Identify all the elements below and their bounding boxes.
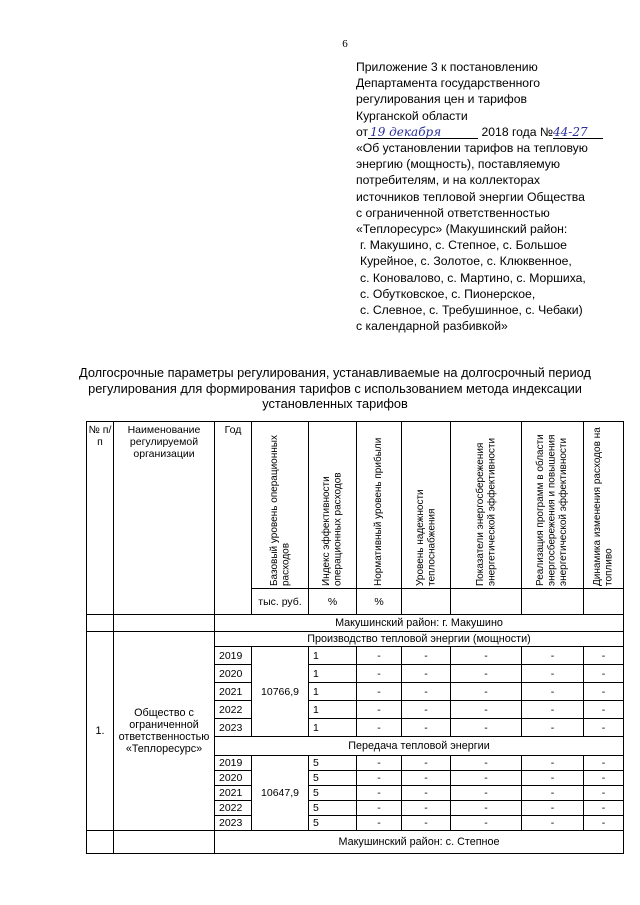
- subject-line: энергию (мощность), поставляемую: [356, 157, 561, 172]
- year-text: 2018 года №: [481, 124, 554, 139]
- subject-line: потребителям, и на коллекторах: [356, 173, 540, 188]
- index-cell: 5: [309, 771, 357, 786]
- date-line: [356, 124, 621, 140]
- base-value: 10647,9: [252, 756, 309, 831]
- section-row: [87, 632, 624, 647]
- subject-line: с календарной разбивкой»: [356, 319, 508, 334]
- profit-cell: -: [357, 816, 402, 831]
- subject-line: с. Слевное, с. Требушинное, с. Чебаки): [360, 303, 583, 318]
- district-title: Макушинский район: г. Макушино: [215, 615, 624, 632]
- profit-cell: -: [357, 683, 402, 701]
- energy-cell: -: [451, 719, 522, 737]
- unit-profit: %: [357, 589, 402, 615]
- header-fuel: Динамика изменения расходов на топливо: [592, 427, 615, 586]
- profit-cell: -: [357, 647, 402, 665]
- header-org: Наименование регулируемой организации: [114, 422, 215, 615]
- header-num: № п/п: [87, 422, 114, 615]
- energy-cell: -: [451, 683, 522, 701]
- programs-cell: -: [522, 701, 584, 719]
- reliability-cell: -: [402, 683, 451, 701]
- header-year: Год: [215, 422, 252, 615]
- handwritten-date: 19 декабря: [368, 126, 478, 139]
- year-cell: 2023: [215, 719, 252, 737]
- year-cell: 2022: [215, 701, 252, 719]
- reliability-cell: -: [402, 771, 451, 786]
- appendix-line: Департамента государственного: [356, 76, 541, 91]
- header-programs: Реализация программ в области энергосбережения и повышения энергетической эффективности: [535, 434, 570, 586]
- energy-cell: -: [451, 665, 522, 683]
- reliability-cell: -: [402, 801, 451, 816]
- fuel-cell: -: [584, 665, 624, 683]
- document-title: Долгосрочные параметры регулирования, устанавливаемые на долгосрочный период регулирования для формирования тарифов с использованием метода индексации установленных тарифов: [79, 365, 591, 411]
- header-reliability: Уровень надежности теплоснабжения: [414, 489, 437, 586]
- date-prefix: от: [356, 124, 369, 139]
- fuel-cell: -: [584, 816, 624, 831]
- index-cell: 1: [309, 683, 357, 701]
- reliability-cell: -: [402, 719, 451, 737]
- organization-name: Общество с ограниченной ответственностью «Теплоресурс»: [114, 632, 215, 831]
- district-row: [87, 831, 624, 854]
- index-cell: 5: [309, 816, 357, 831]
- index-cell: 1: [309, 701, 357, 719]
- district-row: [87, 615, 624, 632]
- energy-cell: -: [451, 801, 522, 816]
- profit-cell: -: [357, 771, 402, 786]
- header-row: [87, 422, 624, 589]
- programs-cell: -: [522, 719, 584, 737]
- year-cell: 2021: [215, 786, 252, 801]
- year-cell: 2023: [215, 816, 252, 831]
- reliability-cell: -: [402, 816, 451, 831]
- programs-cell: -: [522, 665, 584, 683]
- year-cell: 2022: [215, 801, 252, 816]
- section-title: Передача тепловой энергии: [215, 737, 624, 756]
- index-cell: 5: [309, 756, 357, 771]
- index-cell: 5: [309, 786, 357, 801]
- profit-cell: -: [357, 786, 402, 801]
- reliability-cell: -: [402, 665, 451, 683]
- year-cell: 2020: [215, 771, 252, 786]
- parameters-table: [86, 421, 624, 854]
- subject-line: «Об установлении тарифов на тепловую: [356, 141, 588, 156]
- energy-cell: -: [451, 816, 522, 831]
- unit-base: тыс. руб.: [252, 589, 309, 615]
- fuel-cell: -: [584, 683, 624, 701]
- appendix-line: Приложение 3 к постановлению: [356, 60, 538, 74]
- header-profit: Нормативный уровень прибыли: [373, 437, 385, 586]
- subject-line: с. Коновалово, с. Мартино, с. Моршиха,: [360, 270, 586, 285]
- programs-cell: -: [522, 816, 584, 831]
- energy-cell: -: [451, 647, 522, 665]
- reliability-cell: -: [402, 647, 451, 665]
- unit-index: %: [309, 589, 357, 615]
- subject-line: Курейное, с. Золотое, с. Клюквенное,: [360, 254, 572, 269]
- programs-cell: -: [522, 647, 584, 665]
- profit-cell: -: [357, 701, 402, 719]
- programs-cell: -: [522, 786, 584, 801]
- subject-line: с ограниченной ответственностью: [356, 205, 550, 220]
- index-cell: 5: [309, 801, 357, 816]
- fuel-cell: -: [584, 786, 624, 801]
- subject-line: г. Макушино, с. Степное, с. Большое: [360, 238, 567, 253]
- programs-cell: -: [522, 756, 584, 771]
- subject-line: источников тепловой энергии Общества: [356, 189, 585, 204]
- energy-cell: -: [451, 756, 522, 771]
- reliability-cell: -: [402, 786, 451, 801]
- appendix-line: Курганской области: [356, 108, 468, 123]
- reliability-cell: -: [402, 701, 451, 719]
- energy-cell: -: [451, 701, 522, 719]
- index-cell: 1: [309, 719, 357, 737]
- page-number: 6: [342, 38, 348, 50]
- profit-cell: -: [357, 756, 402, 771]
- fuel-cell: -: [584, 756, 624, 771]
- header-energy-indicators: Показатели энергосбережения энергетической эффективности: [474, 437, 497, 586]
- appendix-line: регулирования цен и тарифов: [356, 92, 527, 107]
- year-cell: 2021: [215, 683, 252, 701]
- base-value: 10766,9: [252, 647, 309, 737]
- year-cell: 2020: [215, 665, 252, 683]
- handwritten-number: 44-27: [553, 126, 603, 139]
- section-title: Производство тепловой энергии (мощности): [215, 632, 624, 647]
- subject-line: «Теплоресурс» (Макушинский район:: [356, 222, 568, 237]
- index-cell: 1: [309, 665, 357, 683]
- profit-cell: -: [357, 801, 402, 816]
- fuel-cell: -: [584, 771, 624, 786]
- fuel-cell: -: [584, 801, 624, 816]
- profit-cell: -: [357, 719, 402, 737]
- programs-cell: -: [522, 771, 584, 786]
- fuel-cell: -: [584, 719, 624, 737]
- year-cell: 2019: [215, 756, 252, 771]
- energy-cell: -: [451, 786, 522, 801]
- year-cell: 2019: [215, 647, 252, 665]
- energy-cell: -: [451, 771, 522, 786]
- reliability-cell: -: [402, 756, 451, 771]
- row-number: 1.: [87, 632, 114, 831]
- fuel-cell: -: [584, 647, 624, 665]
- header-index: Индекс эффективности операционных расходов: [321, 472, 344, 586]
- index-cell: 1: [309, 647, 357, 665]
- fuel-cell: -: [584, 701, 624, 719]
- subject-line: с. Обутковское, с. Пионерское,: [360, 286, 536, 301]
- profit-cell: -: [357, 665, 402, 683]
- programs-cell: -: [522, 683, 584, 701]
- programs-cell: -: [522, 801, 584, 816]
- header-base: Базовый уровень операционных расходов: [268, 435, 291, 586]
- appendix-header: [356, 59, 621, 334]
- district-title: Макушинский район: с. Степное: [215, 831, 624, 854]
